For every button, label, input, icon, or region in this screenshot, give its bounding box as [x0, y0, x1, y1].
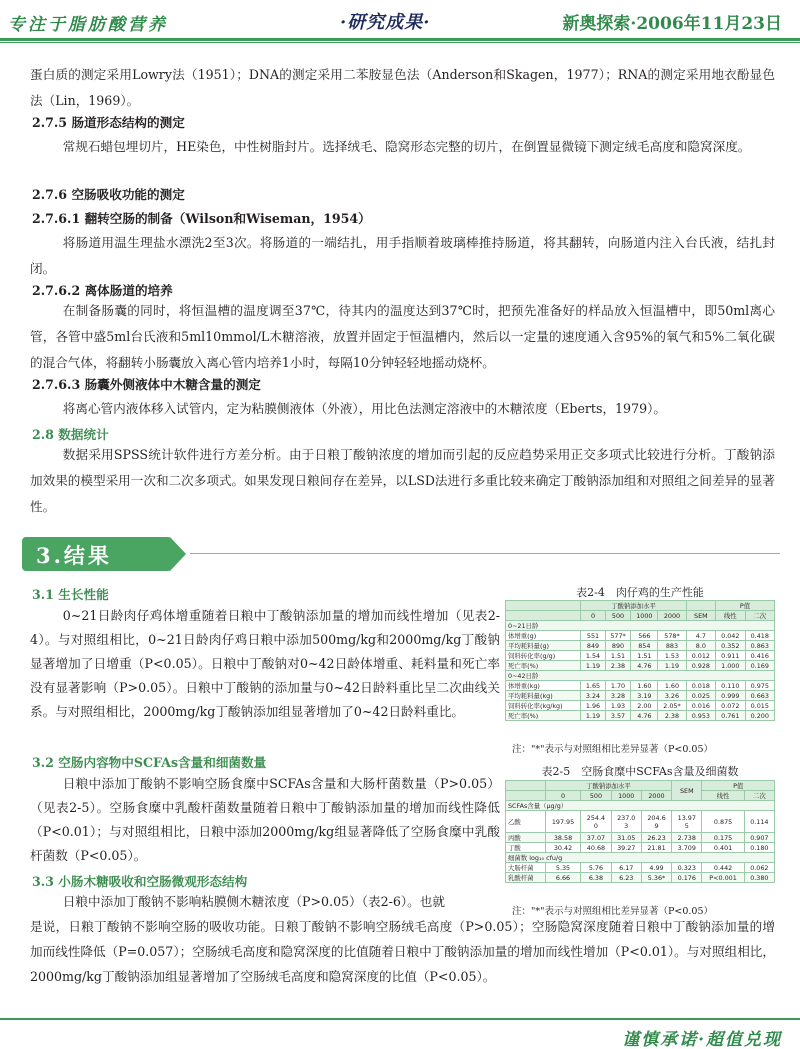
table-cell: 0.975: [745, 681, 775, 691]
table-cell: 0.025: [686, 691, 715, 701]
paragraph-3-2: 日粮中添加丁酸钠不影响空肠食糜中SCFAs含量和大肠杆菌数量（P>0.05）（见表2-5）。空肠食糜中乳酸杆菌数量随着日粮中丁酸钠添加量的增加而线性降低（P<0.01）；与对照组相比，日粮中添加2000mg/kg组显著降低了空肠食糜中乳酸杆菌数（P<0.05）。: [30, 776, 500, 863]
table-col-header: 500: [581, 791, 611, 801]
table-row: [506, 701, 775, 711]
paragraph-3-3-start: 日粮中添加丁酸钠不影响粘膜侧木糖浓度（P>0.05）（表2-6）。也就: [62, 894, 445, 909]
table-2-4-group-header: 丁酸钠添加水平: [581, 601, 686, 611]
table-cell: 254.4 0: [581, 811, 611, 833]
results-banner-title: 3.结果: [36, 543, 112, 568]
table-section-row: [506, 671, 775, 681]
table-cell: P<0.001: [702, 873, 744, 883]
table-cell: 1.000: [716, 661, 745, 671]
table-cell: 4.99: [641, 863, 671, 873]
table-2-5-p-header: P值: [702, 781, 775, 791]
table-2-5-col-label: [506, 791, 546, 801]
table-2-4-sem-spacer: [686, 601, 715, 611]
table-2-5-corner: [506, 781, 546, 791]
table-cell: 197.95: [545, 811, 581, 833]
table-cell: 3.28: [605, 691, 631, 701]
header-issue-date: 新奥探索·2006年11月23日: [562, 14, 782, 34]
table-row-label: 死亡率(%): [506, 661, 581, 671]
table-cell: 6.66: [545, 873, 581, 883]
table-2-5-header-row: [506, 781, 775, 791]
table-cell: 1.51: [605, 651, 631, 661]
table-2-4-col-label: [506, 611, 581, 621]
table-cell: 0.062: [744, 863, 774, 873]
table-cell: 0.928: [686, 661, 715, 671]
table-cell: 0.042: [716, 631, 745, 641]
heading-2-7-6-2: 2.7.6.2 离体肠道的培养: [32, 283, 173, 298]
table-cell: 6.38: [581, 873, 611, 883]
table-cell: 0.169: [745, 661, 775, 671]
table-col-header: 线性: [716, 611, 745, 621]
table-2-4-note: 注："*"表示与对照组相比差异显著（P<0.05）: [512, 744, 713, 755]
results-banner-rule: [190, 553, 780, 554]
table-cell: 37.07: [581, 833, 611, 843]
table-cell: 3.24: [581, 691, 605, 701]
table-col-header: 1000: [631, 611, 658, 621]
table-cell: 26.23: [641, 833, 671, 843]
results-banner-arrow: [170, 537, 186, 571]
table-row-label: 饲料转化率(g/g): [506, 651, 581, 661]
table-2-5-col-row: [506, 791, 775, 801]
table-col-header: 1000: [611, 791, 641, 801]
table-cell: 6.23: [611, 873, 641, 883]
table-cell: 0.401: [702, 843, 744, 853]
table-section-label: 0~42日龄: [506, 671, 775, 681]
table-cell: 0.015: [745, 701, 775, 711]
table-row: [506, 863, 775, 873]
table-cell: 6.17: [611, 863, 641, 873]
table-row-label: 饲料转化率(kg/kg): [506, 701, 581, 711]
table-cell: 0.200: [745, 711, 775, 721]
table-row-label: 丙酸: [506, 833, 546, 843]
table-section-label: 0~21日龄: [506, 621, 775, 631]
table-row-label: 乙酸: [506, 811, 546, 833]
table-cell: 1.19: [581, 661, 605, 671]
table-cell: 0.418: [745, 631, 775, 641]
table-cell: 0.175: [702, 833, 744, 843]
table-cell: 0.907: [744, 833, 774, 843]
header-section-title: ·研究成果·: [340, 12, 431, 33]
table-row: [506, 651, 775, 661]
paragraph-2-7-6-1: 将肠道用温生理盐水漂洗2至3次。将肠道的一端结扎，用手指顺着玻璃棒推持肠道，将其翻转，向肠道内注入台氏液，结扎封闭。: [30, 235, 775, 276]
table-row-label: 大肠杆菌: [506, 863, 546, 873]
table-cell: 30.42: [545, 843, 581, 853]
table-col-header: 二次: [744, 791, 774, 801]
table-row: [506, 843, 775, 853]
table-cell: 0.911: [716, 651, 745, 661]
table-col-header: 500: [605, 611, 631, 621]
table-cell: 551: [581, 631, 605, 641]
table-cell: 883: [658, 641, 686, 651]
table-cell: 1.96: [581, 701, 605, 711]
table-cell: 5.76: [581, 863, 611, 873]
paragraph-2-7-6-2: 在制备肠囊的同时，将恒温槽的温度调至37℃，待其内的温度达到37℃时，把预先准备好的样品放入恒温槽中，即50ml离心管，各管中盛5ml台氏液和5ml10mmol/L木糖溶液，放置并固定于恒温槽内，然后以一定量的速度通入含95%的氧气和5%二氧化碳的混合气体，将翻转小肠囊放入离心管内培养1小时，每隔10分钟轻轻地摇动烧杯。: [30, 303, 775, 370]
table-cell: 1.19: [658, 661, 686, 671]
table-row: [506, 681, 775, 691]
table-cell: 1.70: [605, 681, 631, 691]
table-cell: 38.58: [545, 833, 581, 843]
table-2-4-p-header: P值: [716, 601, 775, 611]
table-cell: 0.863: [745, 641, 775, 651]
table-2-5-note: 注："*"表示与对照组相比差异显著（P<0.05）: [512, 906, 713, 917]
table-col-header: SEM: [686, 611, 715, 621]
table-2-4-col-row: [506, 611, 775, 621]
table-cell: 0.352: [716, 641, 745, 651]
table-cell: 3.57: [605, 711, 631, 721]
table-row: [506, 661, 775, 671]
table-cell: 4.76: [631, 711, 658, 721]
table-2-4-caption: 表2-4 肉仔鸡的生产性能: [576, 586, 704, 599]
table-cell: 0.953: [686, 711, 715, 721]
heading-3-1: 3.1 生长性能: [32, 587, 109, 602]
table-cell: 237.0 3: [611, 811, 641, 833]
table-row: [506, 811, 775, 833]
table-cell: 849: [581, 641, 605, 651]
table-cell: 3.26: [658, 691, 686, 701]
table-cell: 0.114: [744, 811, 774, 833]
table-row-label: 死亡率(%): [506, 711, 581, 721]
table-row: [506, 691, 775, 701]
table-cell: 5.36*: [641, 873, 671, 883]
table-cell: 1.60: [631, 681, 658, 691]
table-cell: 0.110: [716, 681, 745, 691]
heading-2-7-5: 2.7.5 肠道形态结构的测定: [32, 115, 185, 130]
header-rule-thin: [0, 42, 800, 43]
table-cell: 577*: [605, 631, 631, 641]
table-cell: 2.05*: [658, 701, 686, 711]
table-col-header: 线性: [702, 791, 744, 801]
table-section-row: [506, 621, 775, 631]
table-cell: 1.19: [581, 711, 605, 721]
table-row-label: 体增重(g): [506, 631, 581, 641]
table-cell: 3.709: [672, 843, 702, 853]
paragraph-2-7-5: 常规石蜡包埋切片，HE染色，中性树脂封片。选择绒毛、隐窝形态完整的切片，在倒置显微镜下测定绒毛高度和隐窝深度。: [62, 139, 751, 154]
results-banner: [22, 537, 192, 571]
table-col-header: 二次: [745, 611, 775, 621]
table-cell: 1.54: [581, 651, 605, 661]
table-cell: 0.323: [672, 863, 702, 873]
table-cell: 0.416: [745, 651, 775, 661]
table-cell: 0.663: [745, 691, 775, 701]
table-section-label: SCFAs含量（μg/g）: [506, 801, 775, 811]
table-cell: 578*: [658, 631, 686, 641]
table-cell: 566: [631, 631, 658, 641]
table-cell: 39.27: [611, 843, 641, 853]
table-row-label: 平均耗料量(kg): [506, 691, 581, 701]
table-row: [506, 833, 775, 843]
table-cell: 5.35: [545, 863, 581, 873]
table-2-5-sem-header: SEM: [672, 781, 702, 801]
table-cell: 0.180: [744, 843, 774, 853]
heading-2-7-6-3: 2.7.6.3 肠囊外侧液体中木糖含量的测定: [32, 377, 261, 392]
table-cell: 0.761: [716, 711, 745, 721]
table-cell: 1.53: [658, 651, 686, 661]
footer-slogan: 谨慎承诺·超值兑现: [622, 1030, 782, 1049]
table-cell: 21.81: [641, 843, 671, 853]
table-cell: 1.93: [605, 701, 631, 711]
table-cell: 0.072: [716, 701, 745, 711]
heading-2-8: 2.8 数据统计: [32, 427, 109, 442]
table-cell: 2.738: [672, 833, 702, 843]
paragraph-2-8: 数据采用SPSS统计软件进行方差分析。由于日粮丁酸钠浓度的增加而引起的反应趋势采用正交多项式比较进行分析。丁酸钠添加效果的模型采用一次和二次多项式。如果发现日粮间存在差异，以LSD法进行多重比较来确定丁酸钠添加组和对照组之间差异的显著性。: [30, 447, 775, 514]
table-cell: 890: [605, 641, 631, 651]
table-cell: 0.380: [744, 873, 774, 883]
table-section-label: 细菌数 log₁₀ cfu/g: [506, 853, 775, 863]
table-2-5: [505, 780, 775, 883]
paragraph-2-7-6-3: 将离心管内液体移入试管内，定为粘膜侧液体（外液），用比色法测定溶液中的木糖浓度（Eberts，1979）。: [62, 401, 666, 416]
table-cell: 40.68: [581, 843, 611, 853]
table-cell: 854: [631, 641, 658, 651]
table-cell: 3.19: [631, 691, 658, 701]
table-section-row: [506, 853, 775, 863]
table-2-4: [505, 600, 775, 721]
table-row-label: 平均耗料量(g): [506, 641, 581, 651]
table-2-4-header-row: [506, 601, 775, 611]
table-cell: 0.875: [702, 811, 744, 833]
table-cell: 8.0: [686, 641, 715, 651]
table-cell: 0.016: [686, 701, 715, 711]
table-cell: 31.05: [611, 833, 641, 843]
table-cell: 204.6 9: [641, 811, 671, 833]
table-row-label: 丁酸: [506, 843, 546, 853]
table-cell: 0.018: [686, 681, 715, 691]
table-col-header: 2000: [641, 791, 671, 801]
table-cell: 2.38: [605, 661, 631, 671]
table-cell: 4.7: [686, 631, 715, 641]
page-footer: [0, 1018, 800, 1049]
paragraph-3-1: 0~21日龄肉仔鸡体增重随着日粮中丁酸钠添加量的增加而线性增加（见表2-4）。与对照组相比，0~21日龄肉仔鸡日粮中添加500mg/kg和2000mg/kg丁酸钠显著增加了日增重（P<0.05）。日粮中丁酸钠对0~42日龄体增重、耗料量和死亡率没有显著影响（P>0.05）。日粮中丁酸钠的添加量与0~42日龄料重比呈二次曲线关系。与对照组相比，2000mg/kg丁酸钠添加组显著增加了0~42日龄料重比。: [30, 608, 500, 719]
footer-rule: [0, 1018, 800, 1020]
table-section-row: [506, 801, 775, 811]
heading-2-7-6: 2.7.6 空肠吸收功能的测定: [32, 187, 185, 202]
table-cell: 4.76: [631, 661, 658, 671]
table-row: [506, 711, 775, 721]
table-row-label: 体增重(kg): [506, 681, 581, 691]
table-cell: 0.176: [672, 873, 702, 883]
table-2-4-corner: [506, 601, 581, 611]
table-cell: 1.65: [581, 681, 605, 691]
table-row: [506, 631, 775, 641]
table-cell: 0.999: [716, 691, 745, 701]
table-col-header: 2000: [658, 611, 686, 621]
heading-3-2: 3.2 空肠内容物中SCFAs含量和细菌数量: [32, 755, 267, 770]
paragraph-3-3-cont: 是说，日粮丁酸钠不影响空肠的吸收功能。日粮丁酸钠不影响空肠绒毛高度（P>0.05）；空肠隐窝深度随着日粮中丁酸钠添加量的增加而线性降低（P=0.057）；空肠绒毛高度和隐窝深度的比值随着日粮中丁酸钠添加量的增加而线性增加（P<0.01）。与对照组相比，2000mg/kg丁酸钠添加组显著增加了空肠绒毛高度和隐窝深度的比值（P<0.05）。: [30, 919, 775, 984]
table-col-header: 0: [581, 611, 605, 621]
table-cell: 1.51: [631, 651, 658, 661]
table-2-5-group-header: 丁酸钠添加水平: [545, 781, 671, 791]
table-row: [506, 873, 775, 883]
table-cell: 2.38: [658, 711, 686, 721]
page-header: [0, 0, 800, 44]
table-row-label: 乳酸杆菌: [506, 873, 546, 883]
paragraph-protein-dna-rna: 蛋白质的测定采用Lowry法（1951）；DNA的测定采用二苯胺显色法（Anderson和Skagen，1977）；RNA的测定采用地衣酚显色法（Lin，1969）。: [30, 67, 775, 108]
table-cell: 1.60: [658, 681, 686, 691]
heading-3-3: 3.3 小肠木糖吸收和空肠微观形态结构: [32, 874, 248, 889]
table-cell: 0.442: [702, 863, 744, 873]
header-slogan: 专注于脂肪酸营养: [8, 15, 168, 35]
heading-2-7-6-1: 2.7.6.1 翻转空肠的制备（Wilson和Wiseman，1954）: [32, 211, 371, 226]
table-2-5-caption: 表2-5 空肠食糜中SCFAs含量及细菌数: [541, 765, 739, 778]
table-cell: 13.97 5: [672, 811, 702, 833]
table-cell: 0.012: [686, 651, 715, 661]
header-rule: [0, 38, 800, 41]
table-cell: 2.00: [631, 701, 658, 711]
table-col-header: 0: [545, 791, 581, 801]
table-row: [506, 641, 775, 651]
